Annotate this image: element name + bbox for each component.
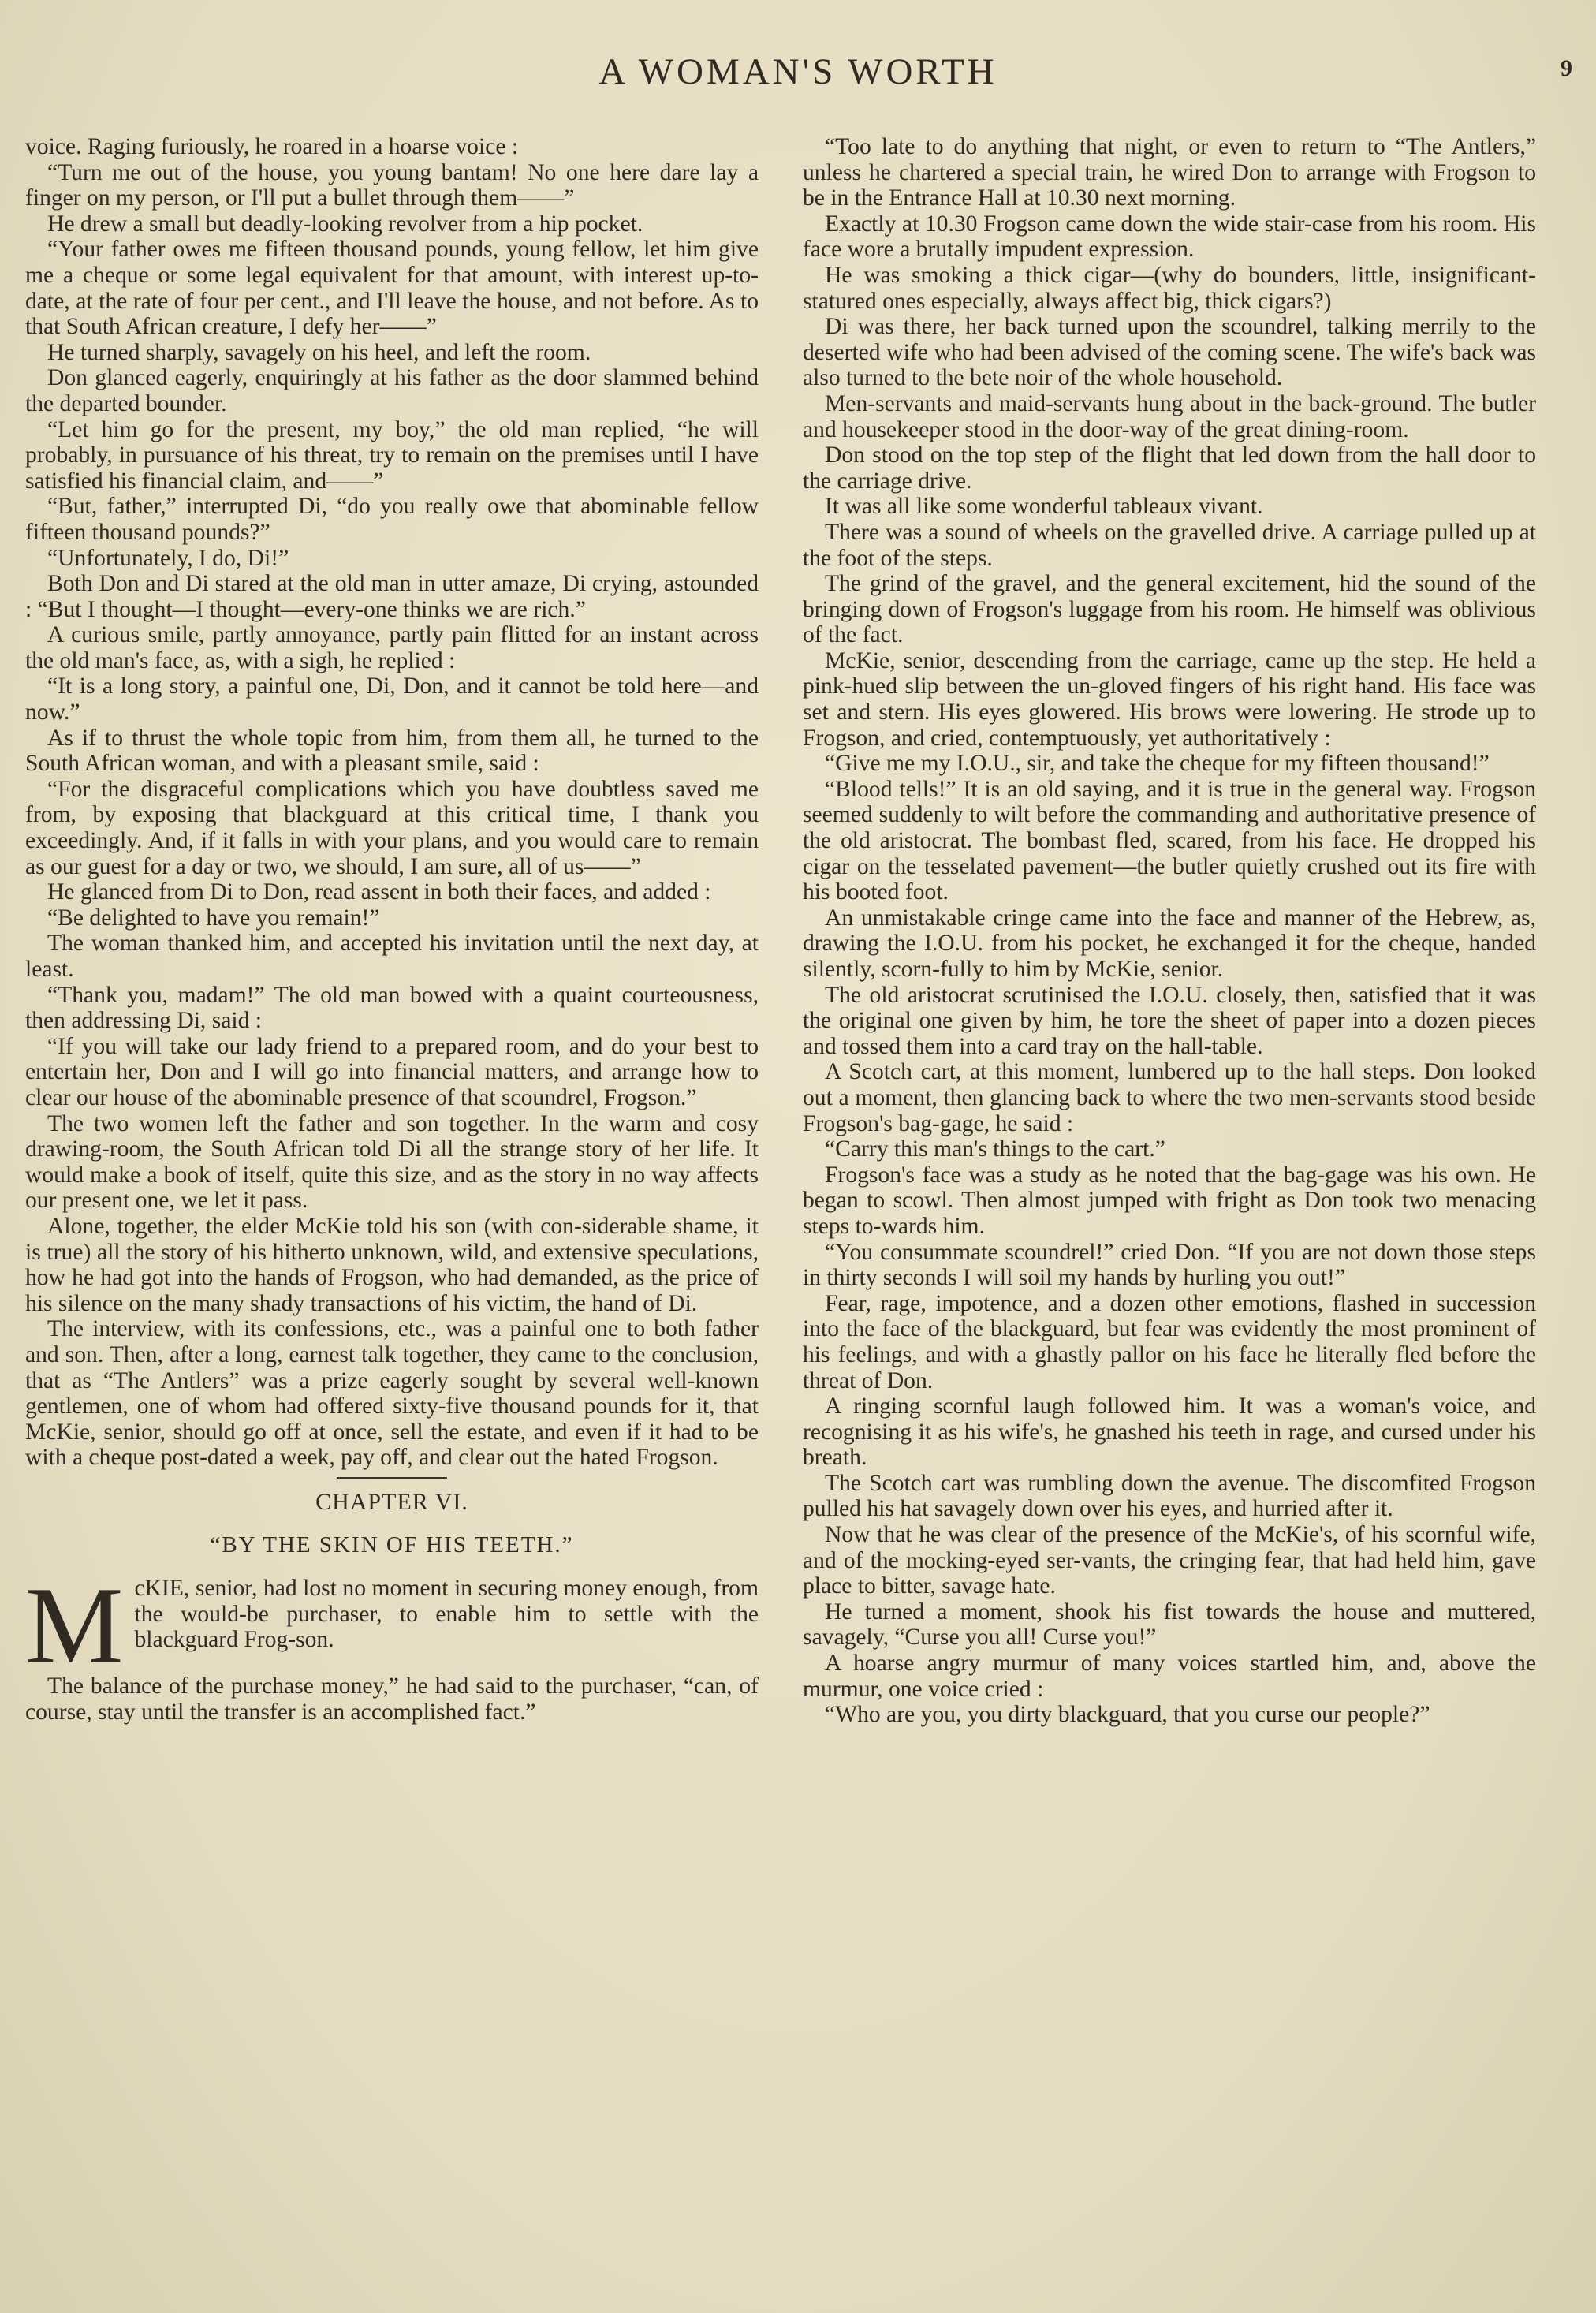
paragraph: A curious smile, partly annoyance, partly pain flitted for an instant across the old man's face, as, with a sigh, he replied : <box>25 622 759 673</box>
drop-cap-paragraph: cKIE, senior, had lost no moment in securing money enough, from the would-be purchaser, to enable him to settle with the blackguard Frog-son. <box>134 1576 759 1653</box>
paragraph: “Your father owes me fifteen thousand pounds, young fellow, let him give me a cheque or some legal equivalent for that amount, with interest up-to-date, at the rate of four per cent., and I'll leave the house, and not before. As to that South African creature, I defy her——” <box>25 237 759 340</box>
paragraph: The interview, with its confessions, etc., was a painful one to both father and son. Then, after a long, earnest talk together, they came to the conclusion, that as “The Antlers” was a prize eagerly sought by several well-known gentlemen, one of whom had offered sixty-five thousand pounds for it, that McKie, senior, should go off at once, sell the estate, and even if it had to be with a cheque post-dated a week, pay off, and clear out the hated Frogson. <box>25 1316 759 1471</box>
paragraph: He was smoking a thick cigar—(why do bounders, little, insignificant-statured ones especially, always affect big, thick cigars?) <box>803 262 1536 314</box>
paragraph: Exactly at 10.30 Frogson came down the wide stair-case from his room. His face wore a brutally impudent expression. <box>803 211 1536 263</box>
paragraph: A hoarse angry murmur of many voices startled him, and, above the murmur, one voice cried : <box>803 1651 1536 1702</box>
paragraph: A ringing scornful laugh followed him. It was a woman's voice, and recognising it as his wife's, he gnashed his teeth in rage, and cursed under his breath. <box>803 1393 1536 1471</box>
paragraph: “Give me my I.O.U., sir, and take the cheque for my fifteen thousand!” <box>825 751 1490 777</box>
page-header <box>0 50 1596 106</box>
chapter-opening <box>25 1576 759 1673</box>
paragraph: “You consummate scoundrel!” cried Don. “If you are not down those steps in thirty seconds I will soil my hands by hurling you out!” <box>803 1239 1536 1291</box>
paragraph: Alone, together, the elder McKie told his son (with con-siderable shame, it is true) all the story of his hitherto unknown, wild, and extensive speculations, how he had got into the hands of Frogson, who had demanded, as the price of his silence on the many shady transactions of his victim, the hand of Di. <box>25 1213 759 1316</box>
paragraph: He glanced from Di to Don, read assent in both their faces, and added : <box>47 879 711 905</box>
paragraph: A Scotch cart, at this moment, lumbered up to the hall steps. Don looked out a moment, then glancing back to where the two men-servants stood beside Frogson's bag-gage, he said : <box>803 1059 1536 1136</box>
paragraph: “Be delighted to have you remain!” <box>47 905 380 931</box>
paragraph: voice. Raging furiously, he roared in a hoarse voice : <box>25 134 519 159</box>
paragraph: “But, father,” interrupted Di, “do you really owe that abominable fellow fifteen thousand pounds?” <box>25 494 759 545</box>
paragraph: “Carry this man's things to the cart.” <box>825 1136 1165 1162</box>
paragraph: There was a sound of wheels on the gravelled drive. A carriage pulled up at the foot of the steps. <box>803 519 1536 571</box>
paragraph: The grind of the gravel, and the general excitement, hid the sound of the bringing down of Frogson's luggage from his room. He himself was oblivious of the fact. <box>803 571 1536 648</box>
paragraph: The woman thanked him, and accepted his invitation until the next day, at least. <box>25 931 759 982</box>
paragraph: He turned sharply, savagely on his heel, and left the room. <box>47 339 591 365</box>
paragraph: An unmistakable cringe came into the face and manner of the Hebrew, as, drawing the I.O.U. from his pocket, he exchanged it for the cheque, handed silently, scorn-fully to him by McKie, senior. <box>803 905 1536 982</box>
paragraph: Don glanced eagerly, enquiringly at his father as the door slammed behind the departed bounder. <box>25 365 759 416</box>
paragraph: The two women left the father and son together. In the warm and cosy drawing-room, the South African told Di all the strange story of her life. It would make a book of itself, quite this size, and as the story in no way affects our present one, we let it pass. <box>25 1110 759 1214</box>
paragraph: “Turn me out of the house, you young bantam! No one here dare lay a finger on my person, or I'll put a bullet through them——” <box>25 159 759 211</box>
running-head-title: A WOMAN'S WORTH <box>598 51 998 92</box>
drop-cap: M <box>25 1576 124 1674</box>
paragraph: McKie, senior, descending from the carriage, came up the step. He held a pink-hued slip between the un-gloved fingers of his right hand. His face was set and stern. His eyes glowered. His brows were lowering. He strode up to Frogson, and cried, contemptuously, yet authoritatively : <box>803 647 1536 751</box>
paragraph: The Scotch cart was rumbling down the avenue. The discomfited Frogson pulled his hat savagely down over his eyes, and hurried after it. <box>803 1470 1536 1522</box>
paragraph: He drew a small but deadly-looking revolver from a hip pocket. <box>47 211 643 237</box>
left-column <box>25 134 759 1725</box>
paragraph: Men-servants and maid-servants hung about in the back-ground. The butler and housekeeper stood in the door-way of the great dining-room. <box>803 390 1536 442</box>
paragraph: “Thank you, madam!” The old man bowed with a quaint courteousness, then addressing Di, said : <box>25 982 759 1034</box>
paragraph: “Too late to do anything that night, or even to return to “The Antlers,” unless he chartered a special train, he wired Don to arrange with Frogson to be in the Entrance Hall at 10.30 next morning. <box>803 134 1536 211</box>
paragraph: “If you will take our lady friend to a prepared room, and do your best to entertain her, Don and I will go into financial matters, and arrange how to clear our house of the abominable presence of that scoundrel, Frogson.” <box>25 1033 759 1110</box>
section-divider <box>337 1477 447 1479</box>
paragraph: The old aristocrat scrutinised the I.O.U. closely, then, satisfied that it was the original one given by him, he tore the sheet of paper into a dozen pieces and tossed them into a card tray on the hall-table. <box>803 982 1536 1059</box>
paragraph: “Blood tells!” It is an old saying, and it is true in the general way. Frogson seemed suddenly to wilt before the commanding and authoritative presence of the old aristocrat. The bombast fled, scared, from his face. He dropped his cigar on the tesselated pavement—the butler quietly crushed out its fire with his booted foot. <box>803 776 1536 905</box>
paragraph: “Let him go for the present, my boy,” the old man replied, “he will probably, in pursuance of his threat, try to remain on the premises until I have satisfied his financial claim, and——” <box>25 416 759 494</box>
chapter-heading: CHAPTER VI. <box>315 1488 468 1515</box>
paragraph: Both Don and Di stared at the old man in utter amaze, Di crying, astounded : “But I thought—I thought—every-one thinks we are rich.” <box>25 571 759 622</box>
right-column <box>803 134 1536 1728</box>
paragraph: He turned a moment, shook his fist towards the house and muttered, savagely, “Curse you all! Curse you!” <box>803 1599 1536 1651</box>
page-number: 9 <box>1561 55 1572 81</box>
paragraph: Frogson's face was a study as he noted that the bag-gage was his own. He began to scowl. Then almost jumped with fright as Don took two menacing steps to-wards him. <box>803 1162 1536 1239</box>
chapter-subtitle: “BY THE SKIN OF HIS TEETH.” <box>210 1532 574 1558</box>
paragraph: Don stood on the top step of the flight that led down from the hall door to the carriage drive. <box>803 442 1536 494</box>
paragraph: The balance of the purchase money,” he had said to the purchaser, “can, of course, stay until the transfer is an accomplished fact.” <box>25 1673 759 1725</box>
paragraph: “Who are you, you dirty blackguard, that you curse our people?” <box>825 1702 1430 1728</box>
paragraph: “It is a long story, a painful one, Di, Don, and it cannot be told here—and now.” <box>25 673 759 726</box>
paragraph: Fear, rage, impotence, and a dozen other emotions, flashed in succession into the face of the blackguard, but fear was evidently the most prominent of his feelings, and with a ghastly pallor on his face he literally fled before the threat of Don. <box>803 1290 1536 1393</box>
paragraph: Now that he was clear of the presence of the McKie's, of his scornful wife, and of the mocking-eyed ser-vants, the cringing fear, that had held him, gave place to bitter, savage hate. <box>803 1522 1536 1599</box>
paragraph: “Unfortunately, I do, Di!” <box>47 545 289 571</box>
paragraph: Di was there, her back turned upon the scoundrel, talking merrily to the deserted wife who had been advised of the coming scene. The wife's back was also turned to the bete noir of the whole household. <box>803 314 1536 391</box>
paragraph: It was all like some wonderful tableaux vivant. <box>825 494 1263 520</box>
paragraph: “For the disgraceful complications which you have doubtless saved me from, by exposing that blackguard at this critical time, I thank you exceedingly. And, if it falls in with your plans, and you would care to remain as our guest for a day or two, we should, I am sure, all of us——” <box>25 776 759 879</box>
paragraph: As if to thrust the whole topic from him, from them all, he turned to the South African woman, and with a pleasant smile, said : <box>25 725 759 777</box>
